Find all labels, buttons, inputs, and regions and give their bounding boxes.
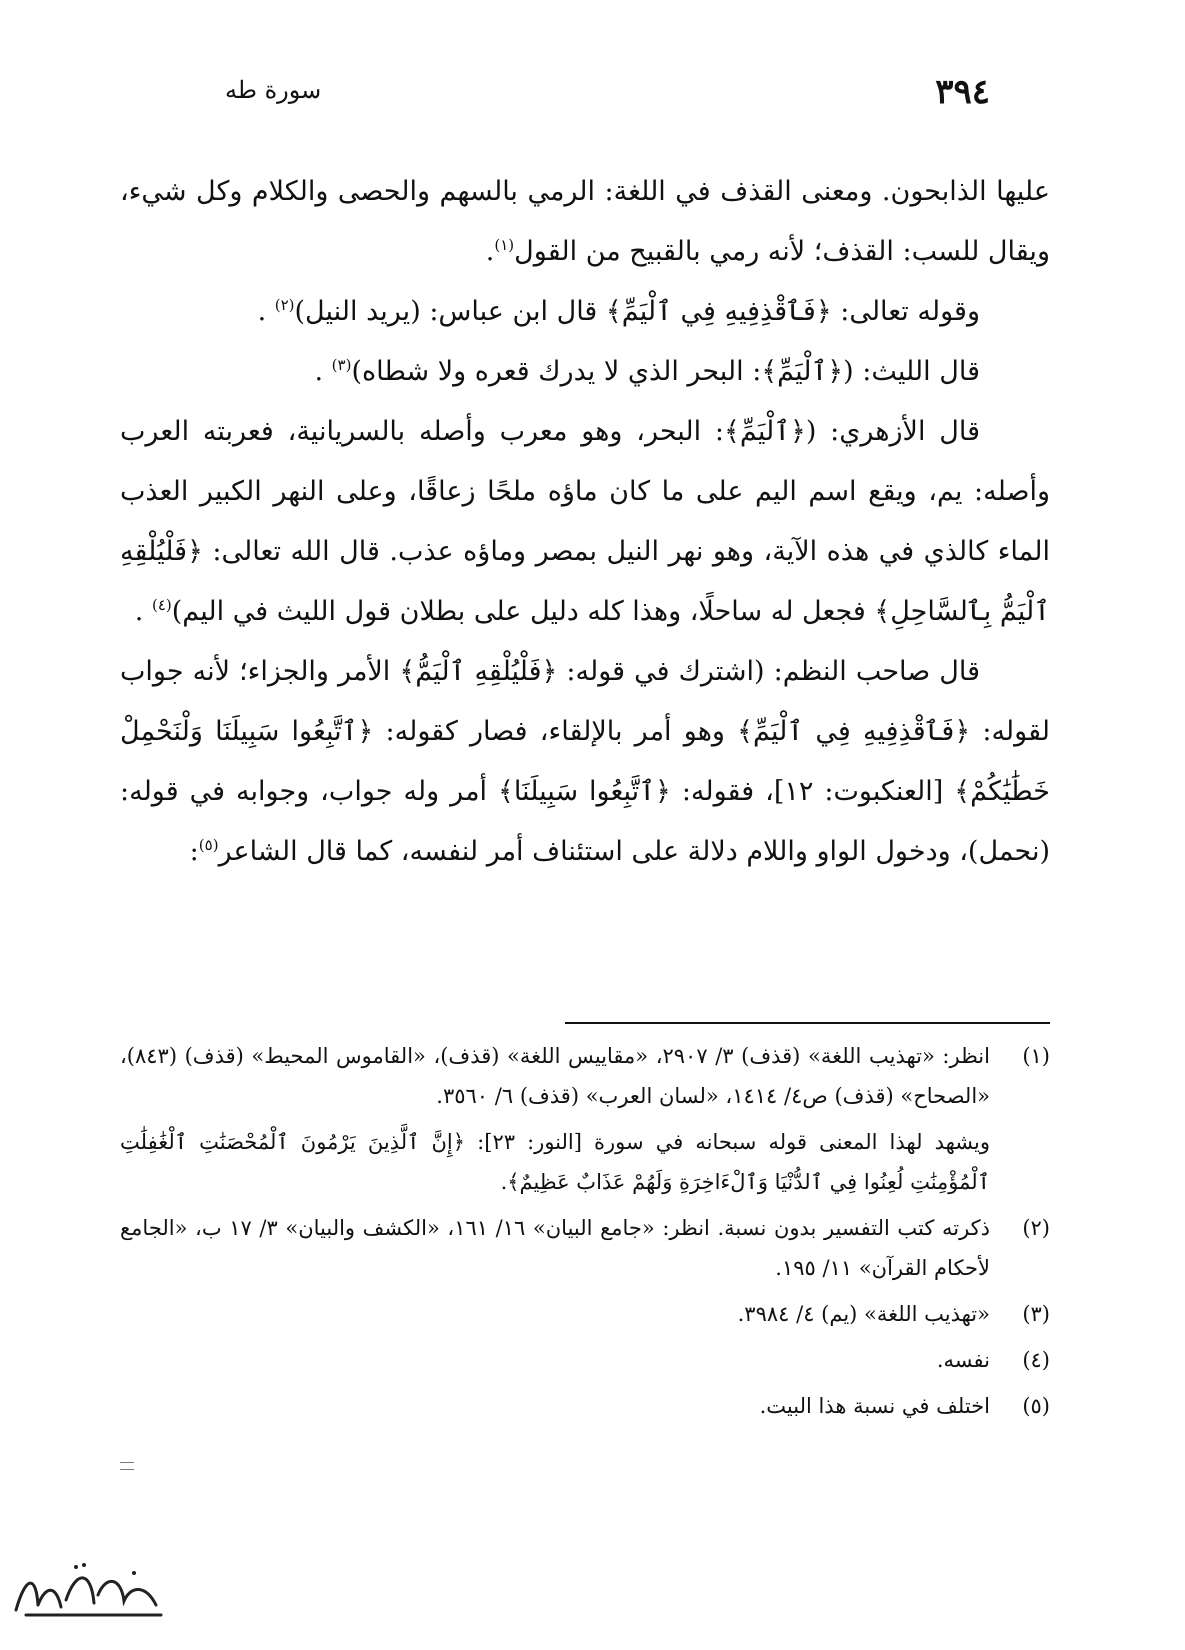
- footnote-ref-4: (٤): [151, 596, 172, 614]
- paragraph-2-end: .: [257, 296, 275, 327]
- paragraph-1-text: عليها الذابحون. ومعنى القذف في اللغة: الرمي بالسهم والحصى والكلام وكل شيء، ويقال للسب: القذف؛ لأنه رمي بالقبيح من القول: [120, 176, 1050, 267]
- paragraph-2: [120, 282, 1050, 342]
- paragraph-5-text: قال صاحب النظم: (اشترك في قوله: ﴿فَلْيُلْقِهِ ٱلْيَمُّ﴾ الأمر والجزاء؛ لأنه جواب لقوله: ﴿فَٱقْذِفِيهِ فِي ٱلْيَمِّ﴾ وهو أمر بالإلقاء، فصار كقوله: ﴿ٱتَّبِعُوا سَبِيلَنَا وَلْنَحْمِلْ خَطَٰيَٰكُمْ﴾ [العنكبوت: ١٢]، فقوله: ﴿ٱتَّبِعُوا سَبِيلَنَا﴾ أمر وله جواب، وجوابه في قوله: (نحمل)، ودخول الواو واللام دلالة على استئناف أمر لنفسه، كما قال الشاعر: [120, 656, 1050, 867]
- footnote-5: [120, 1386, 1050, 1426]
- footnote-3: [120, 1294, 1050, 1334]
- footnote-text: نفسه.: [936, 1348, 990, 1372]
- footnote-number: (٣): [1022, 1302, 1050, 1326]
- footnote-text: انظر: «تهذيب اللغة» (قذف) ٣/ ٢٩٠٧، «مقاييس اللغة» (قذف)، «القاموس المحيط» (قذف) (٨٤٣)، «الصحاح» (قذف) ص٤/ ١٤١٤، «لسان العرب» (قذف) ٦/ ٣٥٦٠.: [120, 1044, 990, 1108]
- footnote-text: ذكرته كتب التفسير بدون نسبة. انظر: «جامع البيان» ١٦/ ١٦١، «الكشف والبيان» ٣/ ١٧ ب، «الجامع لأحكام القرآن» ١١/ ١٩٥.: [120, 1216, 991, 1280]
- footnote-ref-5: (٥): [198, 836, 219, 854]
- footnotes: [120, 1036, 1050, 1432]
- footnote-1: [120, 1036, 1050, 1116]
- paragraph-5-end: :: [189, 836, 199, 867]
- footnote-ref-1: (١): [494, 236, 515, 254]
- footnote-ref-3: (٣): [331, 356, 352, 374]
- running-header-title: سورة طه: [225, 76, 322, 104]
- paragraph-3: [120, 342, 1050, 402]
- footnote-number: (٤): [1022, 1348, 1050, 1372]
- paragraph-2-text: وقوله تعالى: ﴿فَٱقْذِفِيهِ فِي ٱلْيَمِّ﴾ قال ابن عباس: (يريد النيل): [294, 296, 980, 327]
- footnote-divider: [565, 1022, 1050, 1024]
- paragraph-1-end: .: [485, 236, 495, 267]
- paragraph-3-text: قال الليث: (﴿ٱلْيَمِّ﴾: البحر الذي لا يدرك قعره ولا شطاه): [351, 356, 980, 387]
- footnote-2: [120, 1208, 1050, 1288]
- scan-mark: [120, 1462, 134, 1470]
- page-number: ٣٩٤: [935, 72, 990, 112]
- footnote-number: (١): [1022, 1044, 1050, 1068]
- footnote-4: [120, 1340, 1050, 1380]
- watermark-logo: [6, 1555, 176, 1625]
- footnote-text: اختلف في نسبة هذا البيت.: [759, 1394, 990, 1418]
- footnote-number: (٥): [1022, 1394, 1050, 1418]
- footnote-text: «تهذيب اللغة» (يم) ٤/ ٣٩٨٤.: [737, 1302, 990, 1326]
- paragraph-4: [120, 402, 1050, 642]
- paragraph-3-end: .: [314, 356, 332, 387]
- footnote-ref-2: (٢): [274, 296, 295, 314]
- paragraph-1: [120, 162, 1050, 282]
- watermark-calligraphy-icon: [6, 1555, 176, 1625]
- footnote-number: (٢): [1022, 1216, 1050, 1240]
- paragraph-5: [120, 642, 1050, 882]
- paragraph-4-end: .: [134, 596, 152, 627]
- main-text: [120, 162, 1050, 882]
- paragraph-4-text: قال الأزهري: (﴿ٱلْيَمِّ﴾: البحر، وهو معرب وأصله بالسريانية، فعربته العرب وأصله: يم، ويقع اسم اليم على ما كان ماؤه ملحًا زعاقًا، وعلى النهر الكبير العذب الماء كالذي في هذه الآية، وهو نهر النيل بمصر وماؤه عذب. قال الله تعالى: ﴿فَلْيُلْقِهِ ٱلْيَمُّ بِٱلسَّاحِلِ﴾ فجعل له ساحلًا، وهذا كله دليل على بطلان قول الليث في اليم): [120, 416, 1051, 627]
- footnote-1-continuation: ويشهد لهذا المعنى قوله سبحانه في سورة [النور: ٢٣]: ﴿إِنَّ ٱلَّذِينَ يَرْمُونَ ٱلْمُحْصَنَٰتِ ٱلْغَٰفِلَٰتِ ٱلْمُؤْمِنَٰتِ لُعِنُوا فِي ٱلدُّنْيَا وَٱلْءَاخِرَةِ وَلَهُمْ عَذَابٌ عَظِيمٌ﴾.: [120, 1130, 990, 1194]
